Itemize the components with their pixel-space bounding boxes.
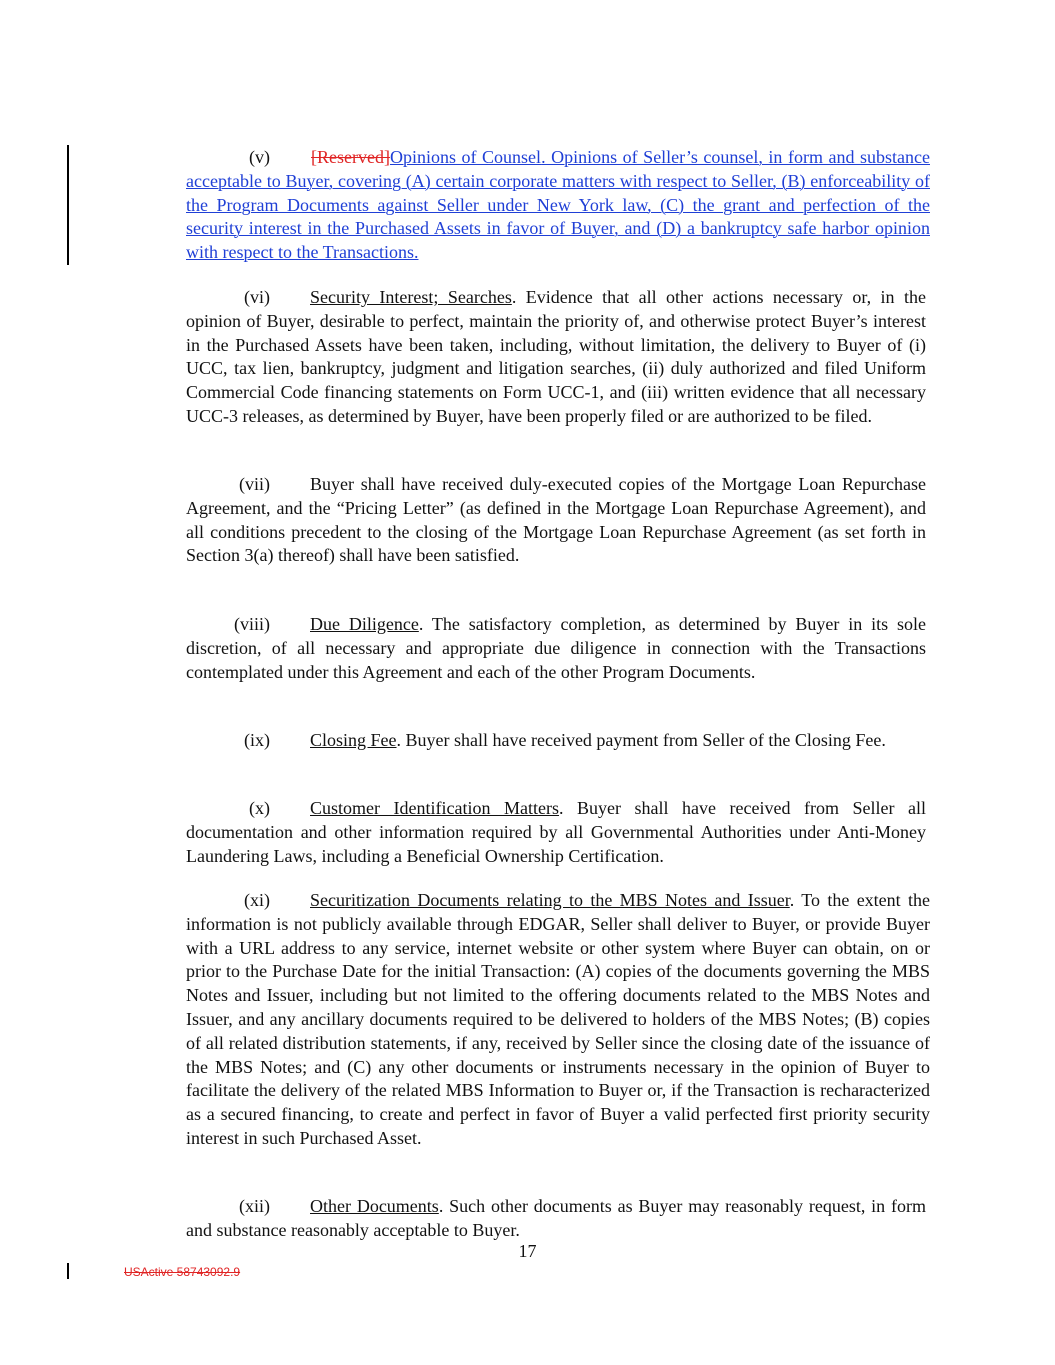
inserted-text: . Opinions of Seller’s counsel, in form and substance acceptable to Buyer, covering (A) certain corporate matters with respect to Seller, (B) enforceability of the Program Documents against Seller under New York law, (C) the grant and perfection of the security interest in the Purchased Assets in favor of Buyer, and (D) a bankruptcy safe harbor opinion with respect to the Transactions. xyxy=(186,147,930,263)
paragraph-number: (xii) xyxy=(239,1196,270,1216)
section-heading: Due Diligence xyxy=(310,614,419,634)
deleted-text: [Reserved] xyxy=(311,147,390,167)
paragraph-x xyxy=(186,797,926,868)
paragraph-viii xyxy=(186,613,926,684)
paragraph-xi xyxy=(186,889,930,1151)
revision-change-bar xyxy=(67,145,69,265)
paragraph-number: (x) xyxy=(249,798,270,818)
inserted-heading: Opinions of Counsel xyxy=(389,147,542,167)
paragraph-v xyxy=(186,146,930,265)
paragraph-vi xyxy=(186,286,926,429)
paragraph-xii xyxy=(186,1195,926,1243)
section-body: . Evidence that all other actions necessary or, in the opinion of Buyer, desirable to perfect, maintain the priority of, and otherwise protect Buyer’s interest in the Purchased Assets have been taken, including, without limitation, the delivery to Buyer of (i) UCC, tax lien, bankruptcy, judgment and litigation searches, (ii) duly authorized and filed Uniform Commercial Code financing statements on Form UCC-1, and (iii) written evidence that all necessary UCC-3 releases, as determined by Buyer, have been properly filed or are authorized to be filed. xyxy=(186,287,926,426)
section-heading: Customer Identification Matters xyxy=(310,798,559,818)
paragraph-number: (ix) xyxy=(244,730,270,750)
section-heading: Other Documents xyxy=(310,1196,439,1216)
document-id-footer: USActive 58743092.9 xyxy=(124,1265,241,1279)
section-heading: Security Interest; Searches xyxy=(310,287,512,307)
section-body: . To the extent the information is not publicly available through EDGAR, Seller shall deliver to Buyer, or provide Buyer with a URL address to any service, internet website or other system where Buyer can obtain, on or prior to the Purchase Date for the initial Transaction: (A) copies of the documents governing the MBS Notes and Issuer, including but not limited to the offering documents related to the MBS Notes and Issuer, and any ancillary documents required to be delivered to holders of the MBS Notes; (B) copies of all related distribution statements, if any, received by Seller since the closing date of the issuance of the MBS Notes; and (C) any other documents or instruments necessary in the opinion of Buyer to facilitate the delivery of the related MBS Information to Buyer or, if the Transaction is recharacterized as a secured financing, to create and perfect in favor of Buyer a valid perfected first priority security interest in such Purchased Asset. xyxy=(186,890,931,1148)
section-body: . Such other documents as Buyer may reasonably request, in form and substance reasonably acceptable to Buyer. xyxy=(186,1196,927,1240)
paragraph-number: (vi) xyxy=(244,287,270,307)
paragraph-ix xyxy=(186,729,926,753)
section-heading: Closing Fee xyxy=(310,730,397,750)
section-body: Buyer shall have received duly-executed copies of the Mortgage Loan Repurchase Agreement, and the “Pricing Letter” (as defined in the Mortgage Loan Repurchase Agreement), and all conditions precedent to the closing of the Mortgage Loan Repurchase Agreement (as set forth in Section 3(a) thereof) shall have been satisfied. xyxy=(186,474,926,566)
section-body: . Buyer shall have received payment from Seller of the Closing Fee. xyxy=(396,730,886,750)
footer-change-bar xyxy=(67,1263,69,1279)
paragraph-number: (v) xyxy=(249,147,270,167)
paragraph-number: (viii) xyxy=(234,614,270,634)
page-number: 17 xyxy=(518,1241,537,1261)
section-body: . The satisfactory completion, as determined by Buyer in its sole discretion, of all necessary and appropriate due diligence in connection with the Transactions contemplated under this Agreement and each of the other Program Documents. xyxy=(186,614,926,682)
paragraph-number: (vii) xyxy=(239,474,270,494)
paragraph-vii xyxy=(186,473,926,568)
paragraph-number: (xi) xyxy=(244,890,270,910)
section-body: . Buyer shall have received from Seller all documentation and other information required by all Governmental Authorities under Anti-Money Laundering Laws, including a Beneficial Ownership Certification. xyxy=(186,798,926,866)
section-heading: Securitization Documents relating to the MBS Notes and Issuer xyxy=(310,890,790,910)
